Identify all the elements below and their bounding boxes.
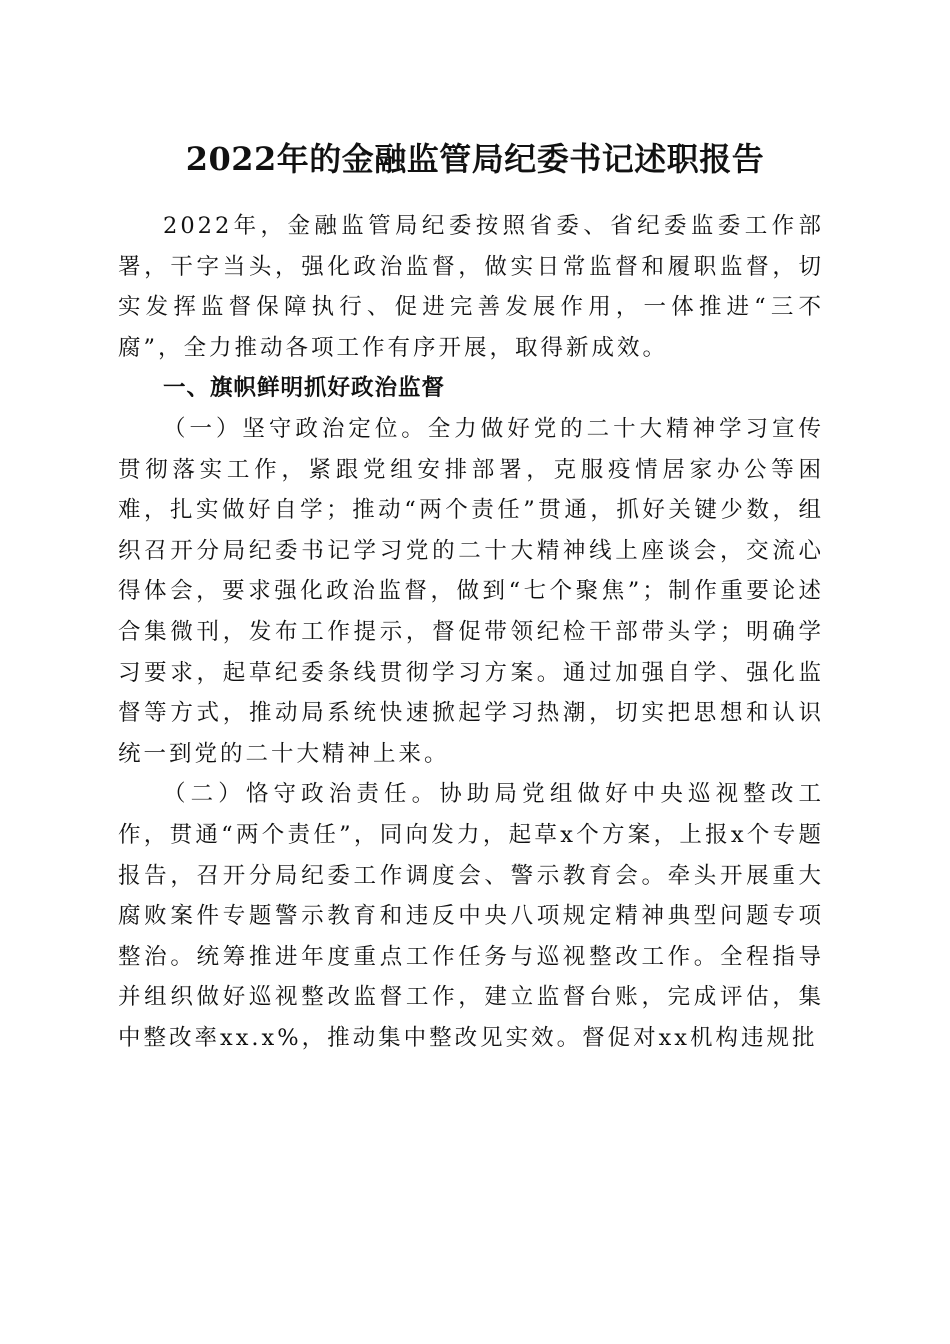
intro-paragraph: 2022年，金融监管局纪委按照省委、省纪委监委工作部署，干字当头，强化政治监督，做实日常监督和履职监督，切实发挥监督保障执行、促进完善发展作用，一体推进“三不腐”，全力推动各项工作有序开展，取得新成效。	[118, 213, 824, 361]
section-1-paragraph-2: （二）恪守政治责任。协助局党组做好中央巡视整改工作，贯通“两个责任”，同向发力，起草x个方案，上报x个专题报告，召开分局纪委工作调度会、警示教育会。牵头开展重大腐败案件专题警示教育和违反中央八项规定精神典型问题专项整治。统筹推进年度重点工作任务与巡视整改工作。全程指导并组织做好巡视整改监督工作，建立监督台账，完成评估，集中整改率xx.x%，推动集中整改见实效。督促对xx机构违规批	[118, 781, 824, 1051]
document-body	[118, 206, 824, 1058]
document-title: 2022年的金融监管局纪委书记述职报告	[185, 140, 765, 178]
section-heading-1: 一、旗帜鲜明抓好政治监督	[163, 375, 446, 402]
section-1-paragraph-1: （一）坚守政治定位。全力做好党的二十大精神学习宣传贯彻落实工作，紧跟党组安排部署，克服疫情居家办公等困难，扎实做好自学；推动“两个责任”贯通，抓好关键少数，组织召开分局纪委书记学习党的二十大精神线上座谈会，交流心得体会，要求强化政治监督，做到“七个聚焦”；制作重要论述合集微刊，发布工作提示，督促带领纪检干部带头学；明确学习要求，起草纪委条线贯彻学习方案。通过加强自学、强化监督等方式，推动局系统快速掀起学习热潮，切实把思想和认识统一到党的二十大精神上来。	[118, 415, 824, 767]
